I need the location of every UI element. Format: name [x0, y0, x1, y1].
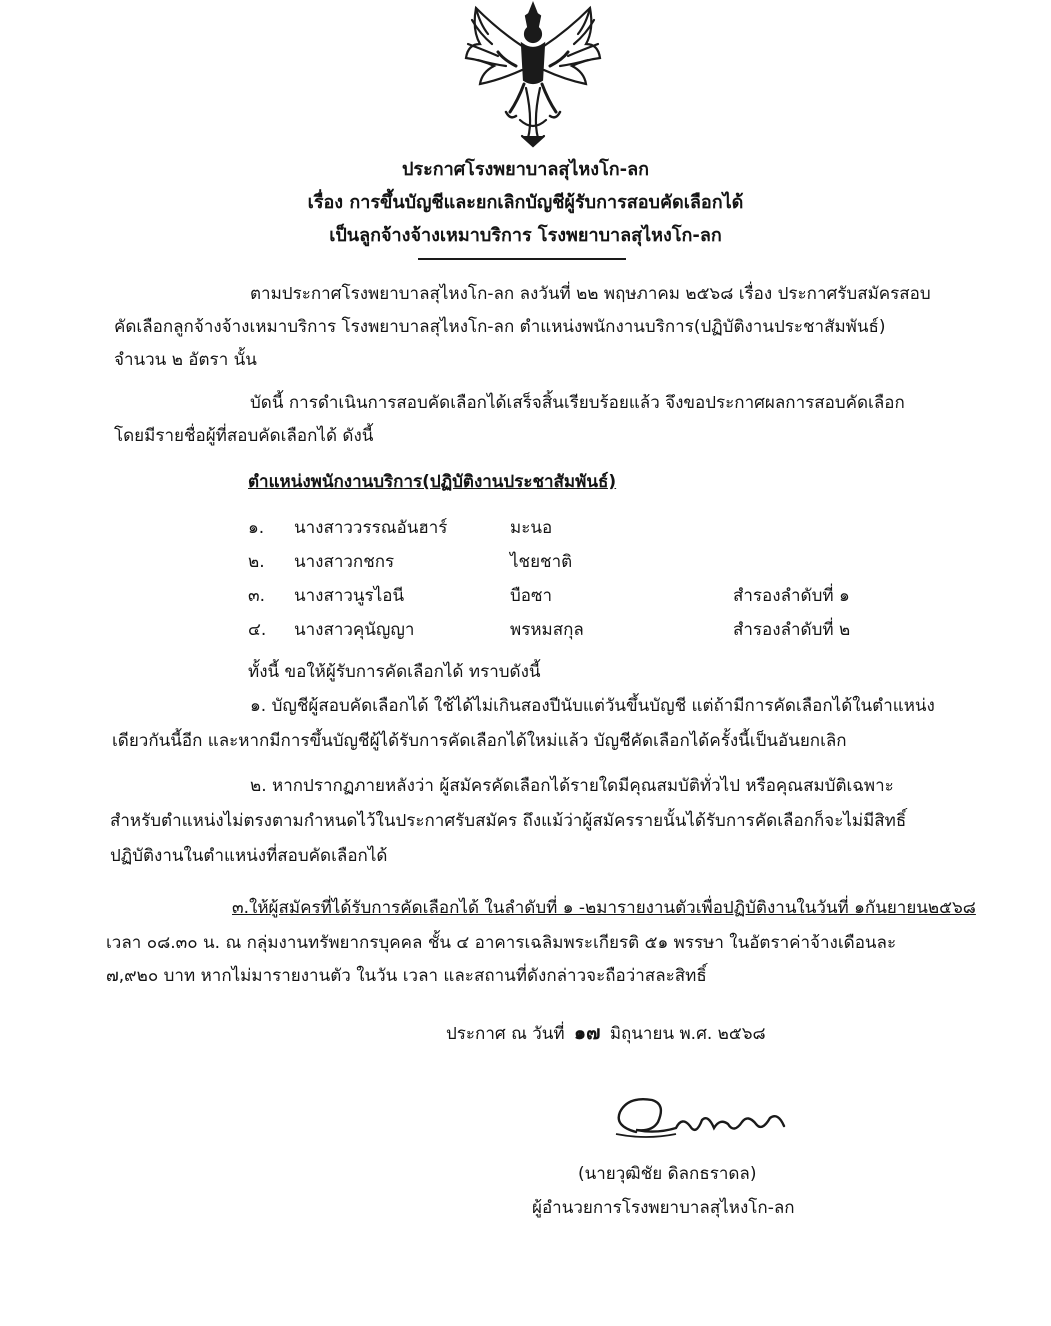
condition-2-line-2: สำหรับตำแหน่งไม่ตรงตามกำหนดไว้ในประกาศรับสมัคร ถึงแม้ว่าผู้สมัครรายนั้นได้รับการคัดเลือกก็จะไม่มีสิทธิ์ [110, 811, 907, 831]
announcement-date [446, 1018, 766, 1048]
candidate-number: ๑. [248, 518, 265, 538]
intro-line-1: ตามประกาศโรงพยาบาลสุไหงโก-ลก ลงวันที่ ๒๒ พฤษภาคม ๒๕๖๘ เรื่อง ประกาศรับสมัครสอบ [250, 284, 931, 304]
candidate-last-name: ไชยชาติ [510, 552, 573, 572]
condition-2-line-1: ๒. หากปรากฏภายหลังว่า ผู้สมัครคัดเลือกได้รายใดมีคุณสมบัติทั่วไป หรือคุณสมบัติเฉพาะ [250, 776, 894, 796]
condition-3-line-3: ๗,๙๒๐ บาท หากไม่มารายงานตัว ในวัน เวลา และสถานที่ดังกล่าวจะถือว่าสละสิทธิ์ [106, 966, 707, 986]
condition-1-line-2: เดียวกันนี้อีก และหากมีการขึ้นบัญชีผู้ได้รับการคัดเลือกได้ใหม่แล้ว บัญชีคัดเลือกได้ครั้งนี้เป็นอันยกเลิก [112, 731, 847, 751]
candidate-number: ๒. [248, 552, 265, 572]
date-suffix: มิถุนายน พ.ศ. ๒๕๖๘ [609, 1024, 766, 1044]
candidate-last-name: พรหมสกุล [510, 620, 584, 640]
candidate-first-name: นางสาวนูรไอนี [294, 586, 405, 606]
candidate-note: สำรองลำดับที่ ๑ [733, 586, 850, 606]
doc-subject: เรื่อง การขึ้นบัญชีและยกเลิกบัญชีผู้รับการสอบคัดเลือกได้ [307, 192, 744, 213]
doc-title: ประกาศโรงพยาบาลสุไหงโก-ลก [401, 159, 650, 180]
position-heading: ตำแหน่งพนักงานบริการ(ปฏิบัติงานประชาสัมพันธ์) [248, 472, 617, 492]
condition-3-line-1: ๓.ให้ผู้สมัครที่ได้รับการคัดเลือกได้ ในลำดับที่ ๑ -๒มารายงานตัวเพื่อปฏิบัติงานในวันที่ ๑กันยายน๒๕๖๘ [232, 898, 976, 918]
candidate-last-name: บือซา [510, 586, 553, 606]
candidate-first-name: นางสาวกชกร [294, 552, 395, 572]
candidate-last-name: มะนอ [510, 518, 553, 538]
condition-1-line-1: ๑. บัญชีผู้สอบคัดเลือกได้ ใช้ได้ไม่เกินสองปีนับแต่วันขึ้นบัญชี แต่ถ้ามีการคัดเลือกได้ในตำแหน่ง [250, 696, 935, 716]
conditions-intro: ทั้งนี้ ขอให้ผู้รับการคัดเลือกได้ ทราบดังนี้ [248, 662, 541, 682]
candidate-note: สำรองลำดับที่ ๒ [733, 620, 851, 640]
candidate-first-name: นางสาววรรณอันฮาร์ [294, 518, 448, 538]
intro-line-3: จำนวน ๒ อัตรา นั้น [114, 350, 257, 370]
garuda-emblem-icon [458, 0, 608, 150]
candidate-number: ๓. [248, 586, 266, 606]
result-line-1: บัดนี้ การดำเนินการสอบคัดเลือกได้เสร็จสิ้นเรียบร้อยแล้ว จึงขอประกาศผลการสอบคัดเลือก [250, 393, 905, 413]
date-day: ๑๗ [574, 1022, 601, 1044]
signatory-name: (นายวุฒิชัย ดิลกธราดล) [578, 1164, 757, 1184]
result-line-2: โดยมีรายชื่อผู้ที่สอบคัดเลือกได้ ดังนี้ [114, 426, 374, 446]
header-divider [418, 258, 626, 260]
signature-icon [606, 1088, 796, 1148]
intro-line-2: คัดเลือกลูกจ้างจ้างเหมาบริการ โรงพยาบาลสุไหงโก-ลก ตำแหน่งพนักงานบริการ(ปฏิบัติงานประชาสัมพันธ์) [114, 317, 886, 337]
doc-subject-line2: เป็นลูกจ้างจ้างเหมาบริการ โรงพยาบาลสุไหงโก-ลก [329, 225, 722, 246]
date-prefix: ประกาศ ณ วันที่ [446, 1024, 565, 1044]
condition-3-line-2: เวลา ๐๘.๓๐ น. ณ กลุ่มงานทรัพยากรบุคคล ชั้น ๔ อาคารเฉลิมพระเกียรติ ๕๑ พรรษา ในอัตราค่าจ้างเดือนละ [106, 933, 897, 953]
signatory-title: ผู้อำนวยการโรงพยาบาลสุไหงโก-ลก [532, 1198, 795, 1218]
candidate-number: ๔. [248, 620, 267, 640]
candidate-first-name: นางสาวคุนัญญา [294, 620, 415, 640]
condition-2-line-3: ปฏิบัติงานในตำแหน่งที่สอบคัดเลือกได้ [110, 846, 388, 866]
